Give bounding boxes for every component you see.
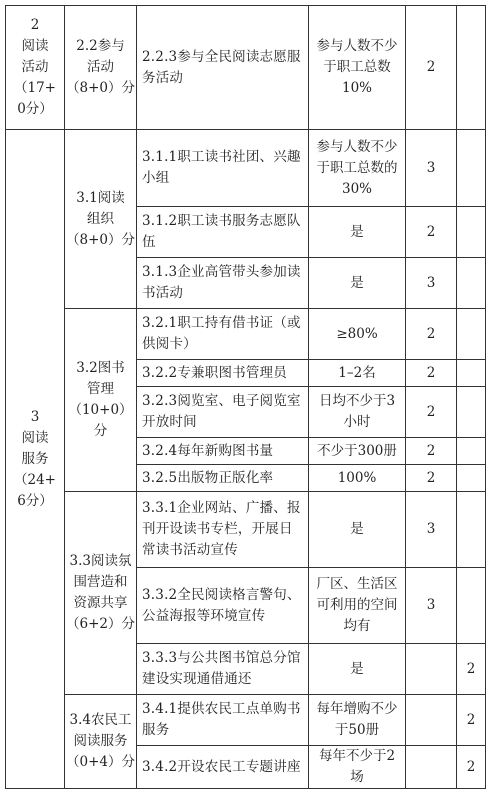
item-cell: 3.4.2开设农民工专题讲座	[137, 746, 309, 789]
category-cell: 3 阅读 服务 （24+ 6分）	[6, 130, 65, 789]
table-row	[6, 6, 486, 130]
base-score-cell: 2	[406, 207, 457, 258]
standard-cell: ≥80%	[309, 309, 406, 360]
base-score-cell: 3	[406, 130, 457, 207]
bonus-score-cell	[457, 6, 486, 130]
standard-cell: 100%	[309, 465, 406, 492]
bonus-score-cell	[457, 309, 486, 360]
standard-cell: 不少于300册	[309, 438, 406, 465]
standard-cell: 是	[309, 492, 406, 568]
standard-cell: 参与人数不少于职工总数的30%	[309, 130, 406, 207]
item-cell: 3.3.1企业网站、广播、报刊开设读书专栏，开展日常读书活动宣传	[137, 492, 309, 568]
item-cell: 3.2.3阅览室、电子阅览室开放时间	[137, 387, 309, 438]
category-cell: 2 阅读 活动 （17+ 0分）	[6, 6, 65, 130]
item-cell: 3.2.2专兼职图书管理员	[137, 360, 309, 387]
standard-cell: 是	[309, 258, 406, 309]
bonus-score-cell	[457, 258, 486, 309]
standard-cell: 是	[309, 207, 406, 258]
standard-cell: 1–2名	[309, 360, 406, 387]
table-row	[6, 130, 486, 207]
base-score-cell: 3	[406, 258, 457, 309]
base-score-cell: 2	[406, 465, 457, 492]
evaluation-score-table	[5, 5, 486, 789]
bonus-score-cell: 2	[457, 644, 486, 695]
item-cell: 3.1.3企业高管带头参加读书活动	[137, 258, 309, 309]
item-cell: 2.2.3参与全民阅读志愿服务活动	[137, 6, 309, 130]
base-score-cell: 2	[406, 6, 457, 130]
bonus-score-cell	[457, 130, 486, 207]
bonus-score-cell	[457, 465, 486, 492]
item-cell: 3.2.5出版物正版化率	[137, 465, 309, 492]
table-row	[6, 492, 486, 568]
bonus-score-cell	[457, 387, 486, 438]
bonus-score-cell	[457, 568, 486, 644]
base-score-cell	[406, 746, 457, 789]
subcategory-cell: 3.3阅读氛 围营造和 资源共享 （6+2）分	[65, 492, 137, 695]
base-score-cell	[406, 695, 457, 746]
standard-cell: 每年不少于2场	[309, 746, 406, 789]
item-cell: 3.3.2全民阅读格言警句、公益海报等环境宣传	[137, 568, 309, 644]
standard-cell: 每年增购不少于50册	[309, 695, 406, 746]
base-score-cell: 2	[406, 438, 457, 465]
bonus-score-cell: 2	[457, 695, 486, 746]
bonus-score-cell: 2	[457, 746, 486, 789]
base-score-cell: 3	[406, 568, 457, 644]
base-score-cell: 2	[406, 360, 457, 387]
subcategory-cell: 2.2参与 活动 （8+0）分	[65, 6, 137, 130]
base-score-cell: 2	[406, 387, 457, 438]
base-score-cell: 3	[406, 492, 457, 568]
bonus-score-cell	[457, 207, 486, 258]
standard-cell: 参与人数不少于职工总数10%	[309, 6, 406, 130]
standard-cell: 厂区、生活区可利用的空间均有	[309, 568, 406, 644]
table-row	[6, 695, 486, 746]
subcategory-cell: 3.1阅读 组织 （8+0）分	[65, 130, 137, 309]
item-cell: 3.3.3与公共图书馆总分馆建设实现通借通还	[137, 644, 309, 695]
table-row	[6, 309, 486, 360]
item-cell: 3.1.1职工读书社团、兴趣小组	[137, 130, 309, 207]
bonus-score-cell	[457, 360, 486, 387]
subcategory-cell: 3.2图书 管理 （10+0）分	[65, 309, 137, 492]
subcategory-cell: 3.4农民工 阅读服务 （0+4）分	[65, 695, 137, 789]
base-score-cell: 2	[406, 309, 457, 360]
item-cell: 3.4.1提供农民工点单购书服务	[137, 695, 309, 746]
bonus-score-cell	[457, 492, 486, 568]
item-cell: 3.1.2职工读书服务志愿队伍	[137, 207, 309, 258]
standard-cell: 是	[309, 644, 406, 695]
base-score-cell	[406, 644, 457, 695]
bonus-score-cell	[457, 438, 486, 465]
item-cell: 3.2.4每年新购图书量	[137, 438, 309, 465]
standard-cell: 日均不少于3小时	[309, 387, 406, 438]
item-cell: 3.2.1职工持有借书证（或供阅卡）	[137, 309, 309, 360]
